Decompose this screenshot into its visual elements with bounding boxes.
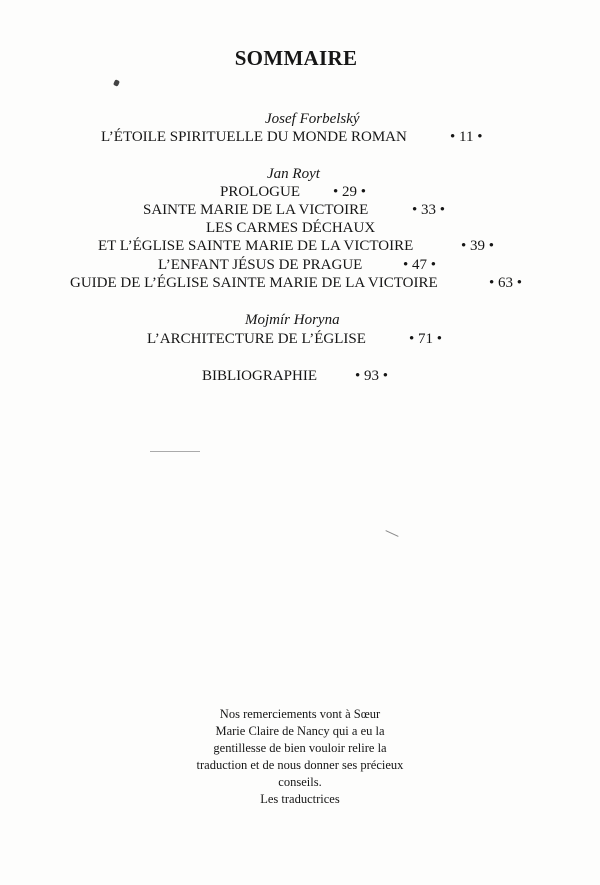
toc-entry-title: L’ENFANT JÉSUS DE PRAGUE: [158, 257, 363, 273]
page-title: SOMMAIRE: [234, 46, 358, 70]
toc-entry-page: • 33 •: [412, 202, 446, 218]
toc-entry-title: LES CARMES DÉCHAUX: [206, 220, 376, 236]
toc-entry-page: • 63 •: [489, 275, 523, 291]
toc-entry-title: ET L’ÉGLISE SAINTE MARIE DE LA VICTOIRE: [98, 238, 414, 254]
section-author: Josef Forbelský: [265, 111, 360, 127]
section-author: Mojmír Horyna: [245, 312, 340, 328]
toc-entry-page: • 71 •: [409, 331, 443, 347]
scan-speck: [150, 451, 200, 452]
scan-speck: [113, 79, 120, 87]
acknowledgement-line: gentillesse de bien vouloir relire la: [213, 741, 387, 755]
acknowledgement-signature: Les traductrices: [260, 792, 340, 806]
acknowledgement-line: Marie Claire de Nancy qui a eu la: [215, 724, 385, 738]
toc-entry-page: • 39 •: [461, 238, 495, 254]
section-author: Jan Royt: [267, 166, 320, 182]
toc-entry-title: GUIDE DE L’ÉGLISE SAINTE MARIE DE LA VICTOIRE: [70, 275, 438, 291]
acknowledgement-line: Nos remerciements vont à Sœur: [219, 707, 381, 721]
scan-speck: [385, 530, 398, 537]
acknowledgement-line: traduction et de nous donner ses précieux: [196, 758, 404, 772]
toc-entry-title: L’ÉTOILE SPIRITUELLE DU MONDE ROMAN: [101, 129, 407, 145]
acknowledgement-note: [170, 706, 430, 808]
toc-entry-page: • 93 •: [355, 368, 389, 384]
toc-entry-title: PROLOGUE: [220, 184, 301, 200]
toc-entry-title: L’ARCHITECTURE DE L’ÉGLISE: [147, 331, 366, 347]
toc-entry-title: SAINTE MARIE DE LA VICTOIRE: [143, 202, 369, 218]
toc-entry-title: BIBLIOGRAPHIE: [202, 368, 317, 384]
toc-entry-page: • 11 •: [450, 129, 483, 145]
acknowledgement-line: conseils.: [278, 775, 322, 789]
toc-entry-page: • 47 •: [403, 257, 437, 273]
toc-entry-page: • 29 •: [333, 184, 367, 200]
